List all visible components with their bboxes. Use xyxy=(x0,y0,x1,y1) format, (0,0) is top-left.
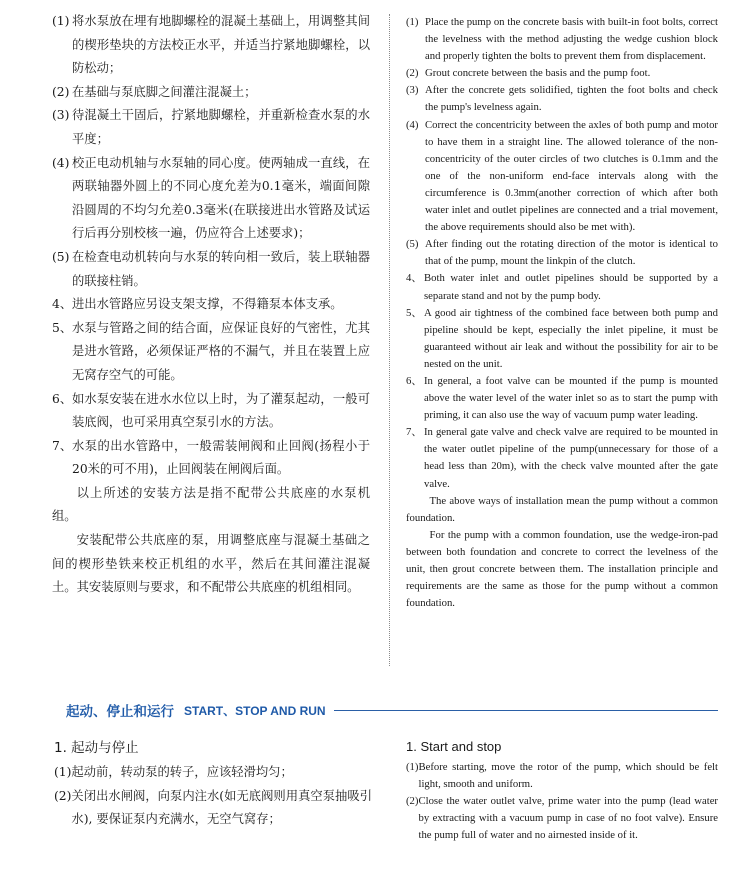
install-en-step-7 xyxy=(406,424,718,492)
item-text: Place the pump on the concrete basis with built-in foot bolts, correct the levelness with the method adjusting the wedge cushion block and properly tighten the bolts to prevent them from displacement. xyxy=(425,16,718,63)
item-text: 校正电动机轴与水泵轴的同心度。使两轴成一直线，在两联轴器外圆上的不同心度允差为0.1毫米，端面间隙沿圆周的不均匀允差0.3毫米(在联接进出水管路及试运行后再分别校核一遍，仍应符合上述要求)； xyxy=(72,155,370,241)
step-number: 5、 xyxy=(406,306,423,319)
item-number: (1) xyxy=(406,761,419,773)
install-cn-item-3 xyxy=(52,104,370,151)
install-cn-item-2 xyxy=(52,81,370,105)
step-text: 水泵与管路之间的结合面，应保证良好的气密性，尤其是进水管路，必须保证严格的不漏气，并且在装置上应无窝存空气的可能。 xyxy=(72,320,370,382)
step-text: In general, a foot valve can be mounted if the pump is mounted above the water level of the water inlet so as to start the pump with priming, it can also use the way of vacuum pump water leading. xyxy=(424,374,718,422)
item-text: After finding out the rotating direction of the motor is identical to that of the pump, mount the linkpin of the clutch. xyxy=(425,238,718,268)
installation-cn-column xyxy=(52,10,370,600)
item-number: (2) xyxy=(406,67,419,80)
step-text: 水泵的出水管路中，一般需装闸阀和止回阀(扬程小于20米的可不用)，止回阀装在闸阀后面。 xyxy=(72,438,370,477)
item-number: (2) xyxy=(54,788,72,803)
install-cn-item-1 xyxy=(52,10,370,81)
install-en-item-3 xyxy=(406,82,718,116)
install-cn-note-1: 以上所述的安装方法是指不配带公共底座的水泵机组。 xyxy=(52,485,370,524)
install-en-step-5 xyxy=(406,305,718,373)
start-stop-en-column xyxy=(406,738,718,844)
item-number: (1) xyxy=(54,765,72,779)
install-cn-note-2: 安装配带公共底座的泵，用调整底座与混凝土基础之间的楔形垫铁来校正机组的水平，然后在其间灌注混凝土。其安装原则与要求，和不配带公共底座的机组相同。 xyxy=(52,533,370,595)
item-number: (4) xyxy=(406,118,419,131)
step-text: In general gate valve and check valve are required to be mounted in the water outlet pipeline of the pump(unnecessary for those of a head less than 20m), with the check valve mounted after the gate valve. xyxy=(424,426,718,490)
item-number: (2) xyxy=(406,795,419,808)
start-en-item-2 xyxy=(406,793,718,844)
item-text: 在检查电动机转向与水泵的转向相一致后，装上联轴器的联接柱销。 xyxy=(72,249,370,288)
column-divider xyxy=(389,14,390,666)
start-stop-cn-column xyxy=(54,738,372,832)
install-cn-item-5 xyxy=(52,246,370,293)
section-title-cn: 起动、停止和运行 xyxy=(66,704,174,720)
item-number: (1) xyxy=(52,14,70,28)
subsection-heading-en: 1. Start and stop xyxy=(406,739,502,754)
item-text: 在基础与泵底脚之间灌注混凝土； xyxy=(72,84,257,99)
installation-en-column xyxy=(406,14,718,612)
install-en-step-4 xyxy=(406,270,718,304)
start-cn-item-2 xyxy=(54,785,372,832)
section-title-en: START、STOP AND RUN xyxy=(184,703,326,718)
item-text: 将水泵放在埋有地脚螺栓的混凝土基础上，用调整其间的楔形垫块的方法校正水平，并适当拧紧地脚螺栓，以防松动； xyxy=(72,14,370,76)
step-number: 6、 xyxy=(52,391,73,406)
step-number: 6、 xyxy=(406,374,423,387)
install-en-note-1: The above ways of installation mean the pump without a common foundation. xyxy=(406,494,718,524)
install-en-item-5 xyxy=(406,236,718,270)
step-number: 5、 xyxy=(52,320,73,335)
step-text: A good air tightness of the combined face between both pump and pipeline should be kept, especially the inlet pipeline, it must be guaranteed without air leak and without the possibility for air to be nested on the unit. xyxy=(424,306,718,370)
item-number: (5) xyxy=(52,249,70,264)
install-cn-step-5 xyxy=(52,317,370,388)
item-text: After the concrete gets solidified, tighten the foot bolts and check the pump's levelness again. xyxy=(425,84,718,114)
item-number: (3) xyxy=(52,108,70,123)
section-header xyxy=(66,700,718,720)
item-number: (1) xyxy=(406,16,419,28)
item-number: (4) xyxy=(52,155,70,170)
install-en-item-2 xyxy=(406,65,718,82)
install-en-note-2: For the pump with a common foundation, use the wedge-iron-pad between both foundation and concrete to correct the levelness of the unit, then grout concrete between them. The installation principle and requirements are the same as those for the pump without a common foundation. xyxy=(406,528,718,610)
subsection-heading-cn: 1. 起动与停止 xyxy=(54,740,139,756)
section-rule xyxy=(334,710,718,711)
item-text: Grout concrete between the basis and the pump foot. xyxy=(425,67,651,80)
install-cn-step-6 xyxy=(52,388,370,435)
item-number: (3) xyxy=(406,84,419,97)
item-number: (5) xyxy=(406,238,419,251)
step-text: 进出水管路应另设支架支撑，不得籍泵本体支承。 xyxy=(72,297,343,312)
install-en-item-1 xyxy=(406,14,718,65)
item-text: Close the water outlet valve, prime water into the pump (lead water by extracting with a vacuum pump in case of no foot valve). Ensure the pump full of water and no airnested inside of it. xyxy=(418,795,718,842)
item-text: Correct the concentricity between the axles of both pump and motor to have them in a straight line. The allowed tolerance of the non-concentricity of the outer circles of two clutches is 0.1mm and the one of the non-uniform end-face intervals along with the circumference is 0.3mm(another correction of which after both water inlet and outlet pipelines are connected and a trial movement, the above requirements should also be met with). xyxy=(425,118,718,234)
item-number: (2) xyxy=(52,84,70,99)
item-text: 起动前，转动泵的转子，应该轻滑均匀； xyxy=(71,765,293,779)
step-text: Both water inlet and outlet pipelines should be supported by a separate stand and not by the pump body. xyxy=(424,272,718,302)
item-text: 待混凝土干固后，拧紧地脚螺栓，并重新检查水泵的水平度； xyxy=(72,108,370,146)
step-number: 4、 xyxy=(406,272,423,285)
start-cn-item-1 xyxy=(54,761,372,785)
start-en-item-1 xyxy=(406,759,718,793)
item-text: 关闭出水闸阀，向泵内注水(如无底阀则用真空泵抽吸引水), 要保证泵内充满水，无空气窝存； xyxy=(71,788,372,827)
install-cn-step-7 xyxy=(52,435,370,482)
install-en-step-6 xyxy=(406,373,718,424)
step-number: 7、 xyxy=(52,438,73,453)
install-cn-step-4 xyxy=(52,293,370,317)
step-number: 4、 xyxy=(52,297,73,312)
item-text: Before starting, move the rotor of the pump, which should be felt light, smooth and uniform. xyxy=(418,761,718,791)
install-en-item-4 xyxy=(406,117,718,237)
step-number: 7、 xyxy=(406,426,423,439)
step-text: 如水泵安装在进水水位以上时，为了灌泵起动，一般可装底阀，也可采用真空泵引水的方法。 xyxy=(72,391,370,430)
install-cn-item-4 xyxy=(52,152,370,246)
